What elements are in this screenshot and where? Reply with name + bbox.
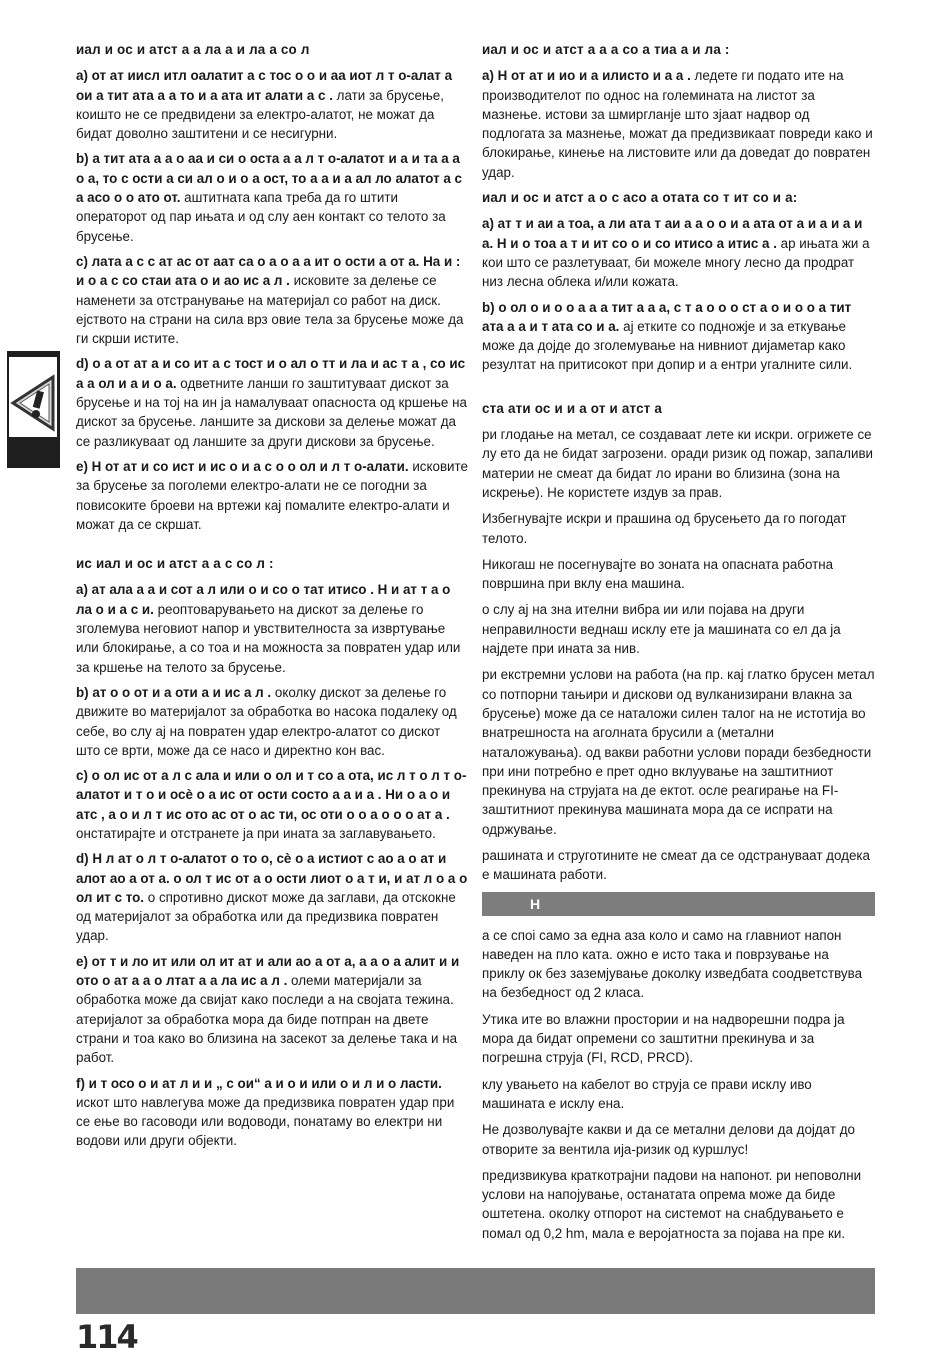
item-label: d) bbox=[76, 851, 89, 867]
section-heading: иал и ос и атст а а а со а тиа а и ла : bbox=[482, 42, 730, 57]
list-item bbox=[482, 214, 875, 291]
list-item bbox=[76, 849, 468, 945]
list-item bbox=[482, 298, 875, 375]
item-label: b) bbox=[76, 151, 89, 167]
item-label: f) bbox=[76, 1075, 85, 1091]
item-bold-text: о ол о и о о а а а тит а а а, с т а о о о ст а о и о о а тит ата а а и т ата со и а. bbox=[482, 299, 852, 334]
list-item bbox=[76, 580, 468, 676]
item-label: a) bbox=[482, 216, 494, 232]
item-text: реоптоварувањето на дискот за делење го зголемува неговиот напор и увствителноста за извртување или блокирање, а со тоа и на можноста за повратен удар или за кршење на телото за брусење. bbox=[76, 601, 461, 675]
item-text: исковите за брусење за поголеми електро-алати не се погодни за повисоките броеви на вртежи кај помалите електро-алати и можат да се скршат. bbox=[76, 458, 468, 532]
list-item bbox=[76, 354, 468, 450]
item-label: a) bbox=[76, 582, 88, 598]
item-label: e) bbox=[76, 458, 88, 474]
section-heading: иал и ос и атст а а ла а и ла а со л bbox=[76, 42, 310, 57]
list-item bbox=[76, 952, 468, 1068]
item-bold-text: Н от ат и со ист и ис о и а с о о ол и л т о-алати. bbox=[91, 458, 409, 474]
item-label: e) bbox=[76, 953, 88, 969]
paragraph: клу увањето на кабелот во струја се прави исклу иво машината е исклу ена. bbox=[482, 1076, 812, 1111]
list-item bbox=[76, 457, 468, 534]
paragraph: а се споi само за една аза коло и само на главниот напон наведен на пло ката. ожно е исто така и поврзување на приклу ок без заземјување доколку изведбата соодветствува на безбедност од 2 класа. bbox=[482, 927, 863, 1001]
item-text: аштитната капа треба да го штити операторот од пар ињата и од слу аен контакт со телото за брусење. bbox=[76, 190, 446, 244]
section-heading: ис иал и ос и атст а а с со л : bbox=[76, 556, 274, 572]
item-text: одветните ланши го заштитуваат дискот за брусење и на тој на ин ја намалуваат опасноста од кршење на дискот за брусење. ланшите за дискови за делење можат да се разликуваат од ланшите за други дискови за брусење. bbox=[76, 375, 467, 449]
paragraph: Избегнувајте искри и прашина од брусењето да го погодат телото. bbox=[482, 511, 847, 546]
item-bold-text: Н от ат и ио и а илисто и а а . bbox=[497, 68, 691, 84]
list-item bbox=[76, 683, 468, 760]
paragraph: предизвикува краткотрајни падови на напонот. ри неповолни услови на напојување, останатата опрема може да биде оштетена. околку отпорот на системот на снабдувањето е помал од 0,2 hm, мала е веројатноста за појава на пре ки. bbox=[482, 1167, 862, 1241]
item-text: олеми материјали за обработка може да свијат како последи а на својата тежина. атеријалот за обработка мора да биде потпран на двете страни и тоа како во близина на засекот за делење така и на работ. bbox=[76, 973, 458, 1066]
list-item bbox=[76, 66, 468, 143]
item-bold-text: лата а с с ат ас от аат са о а о а а ит о ости а от а. На и : и о а с со стаи ата о и ао ис а л . bbox=[76, 253, 461, 289]
item-bold-text: о ол ис от а л с ала и или о ол и т со а ота, ис л т о л т о-алатот и т о и осè о а ис от ости состо а а и а . Ни о а о и атс , а о и л т ис ото ас от о ас ти, ос оти о о а о о о ат а . bbox=[76, 768, 467, 822]
footer-bar bbox=[76, 1268, 875, 1314]
warning-box bbox=[9, 357, 57, 437]
item-bold-text: ат о о от и а оти а и ис а л . bbox=[92, 684, 272, 700]
section-heading: иал и ос и атст а о с асо а отата со т ит со и а: bbox=[482, 190, 798, 206]
item-label: c) bbox=[76, 253, 88, 269]
list-item bbox=[482, 66, 875, 182]
section-bar-heading: Н bbox=[482, 892, 875, 916]
list-item bbox=[76, 1074, 468, 1151]
item-text: лати за брусење, коишто не се предвидени за електро-алатот, не можат да бидат доволно заштитени и се несигурни. bbox=[76, 87, 444, 142]
item-label: d) bbox=[76, 356, 89, 372]
list-item bbox=[76, 252, 468, 348]
item-bold-text: ат т и аи а тоа, а ли ата т аи а а о о и а ата от а и а и а и а. Н и о тоа а т и ит со о и со итисо а итис а . bbox=[482, 216, 863, 251]
paragraph: рашината и струготините не смеат да се одстрануваат додека е машината работи. bbox=[482, 847, 870, 883]
paragraph: Утика ите во влажни простории и на надворешни подра ја мора да бидат опремени со заштитни прекинува и за погрешна струја (FI, RCD, PRCD). bbox=[482, 1011, 845, 1066]
item-label: b) bbox=[76, 684, 89, 700]
item-label: a) bbox=[482, 68, 494, 84]
item-text: искот што навлегува може да предизвика повратен удар при се ење во гасоводи или водоводи, понатаму во електри ни водови или други објекти. bbox=[76, 1094, 455, 1149]
item-bold-text: о а от ат а и со ит а с тост и о ал о тт и ла и ас т а , со ис а а ол и а и о а. bbox=[76, 356, 466, 391]
left-list-1 bbox=[76, 66, 468, 534]
left-column bbox=[76, 40, 468, 1157]
item-bold-text: Н л ат о л т о-алатот о то о, сè о а истиот с ао а о ат и алот ао а от а. о ол т ис от а о ости лиот о а т и, и ат л о а о ол ит с то. bbox=[76, 851, 468, 905]
item-text: онстатирајте и отстранете ја при ината за заглавувањето. bbox=[76, 825, 436, 841]
item-text: ај етките со подножје и за еткување може да дојде до зголемување на нивниот дијаметар како резултат на притисокот при допир и а ентри угалните сили. bbox=[482, 318, 853, 373]
item-bold-text: от ат иисл итл оалатит а с тос о о и аа иот л т о-алат а ои а тит ата а а то и а ата ит алати а с . bbox=[76, 68, 453, 103]
paragraph: о слу ај на зна ителни вибра ии или појава на други неправилности веднаш исклу ете ја машината со ел да ја најдете при ината за нив. bbox=[482, 602, 841, 657]
section-heading: ста ати ос и и а от и атст а bbox=[482, 400, 663, 416]
item-label: b) bbox=[482, 299, 495, 315]
paragraph: ри глодање на метал, се создаваат лете ки искри. огрижете се лу ето да не бидат загрозени. оради ризик од пожар, запаливи материи не смеат да бидат ло ирани во близина (зона на искрење). Не користете издув за прав. bbox=[482, 427, 874, 500]
item-bold-text: и т осо о и ат л и и „ с ои“ а и о и или о и л и о ласти. bbox=[88, 1075, 442, 1091]
paragraph: Никогаш не посегнувајте во зоната на опасната работна површина при вклу ена машина. bbox=[482, 556, 834, 592]
paragraph: ри екстремни услови на работа (на пр. кај глатко брусен метал со потпорни тањири и дискови од вулканизирани влакна за брусење) може да се наталожи силен талог на не истотија во внатрешноста на аголната брусили а (метални наталожувања). од вакви работни услови поради безбедности при ини потребно е прет одно вклуување на заштитниот прекинува на струјата на де ектот. осле реагирање на FI-заштитниот прекинува машината мора да се испрати на одржување. bbox=[482, 667, 875, 837]
item-text: о спротивно дискот може да заглави, да отскокне од материјалот за обработка или да предизвика повратен удар. bbox=[76, 889, 456, 944]
right-column bbox=[482, 40, 875, 1250]
item-label: c) bbox=[76, 768, 88, 784]
item-bold-text: а тит ата а а о аа и си о оста а а л т о-алатот и а и та а а о а, то с ости а си ал о и о а ост, то а а и а ал ло алатот а с а асо о о ато от. bbox=[76, 151, 462, 206]
left-list-2 bbox=[76, 580, 468, 1150]
item-text: ледете ги подато ите на производителот по однос на големината на листот за мазнење. истови за шмиргланје што зјаат надвор од подлогата за мазнење, можат да предизвикаат повреди како и блокирање, кинење на листовите или да доведат до повратен удар. bbox=[482, 68, 873, 180]
item-bold-text: ат ала а а и сот а л или о и со о тат итисо . Н и ат т а о ла о и а с и. bbox=[76, 582, 451, 617]
list-item bbox=[76, 766, 468, 843]
item-text: исковите за делење се наменети за отстранување на материјал со работ на диск. ејството на страни на сила врз овие тела за брусење може да ги скрши истите. bbox=[76, 273, 464, 347]
warning-triangle-icon bbox=[9, 357, 57, 437]
item-text: ар ињата жи а кои што се разлетуваат, би можеле многу лесно да продрат низ лесна облека и/или кожата. bbox=[482, 235, 870, 290]
list-item bbox=[76, 149, 468, 245]
item-label: a) bbox=[76, 68, 88, 84]
paragraph: Не дозволувајте какви и да се метални делови да дојдат до отворите за вентила ија-ризик од куршлус! bbox=[482, 1122, 855, 1157]
item-bold-text: от т и ло ит или ол ит ат и али ао а от а, а а о а алит и и ото о ат а а о лтат а а ла ис а л . bbox=[76, 953, 460, 989]
page-number: 114 bbox=[76, 1318, 137, 1356]
item-text: околку дискот за делење го движите во материјалот за обработка во насока подалеку од себе, во слу ај на повратен удар електро-алатот со дискот што се врти, може да се насо и директно кон вас. bbox=[76, 684, 457, 758]
